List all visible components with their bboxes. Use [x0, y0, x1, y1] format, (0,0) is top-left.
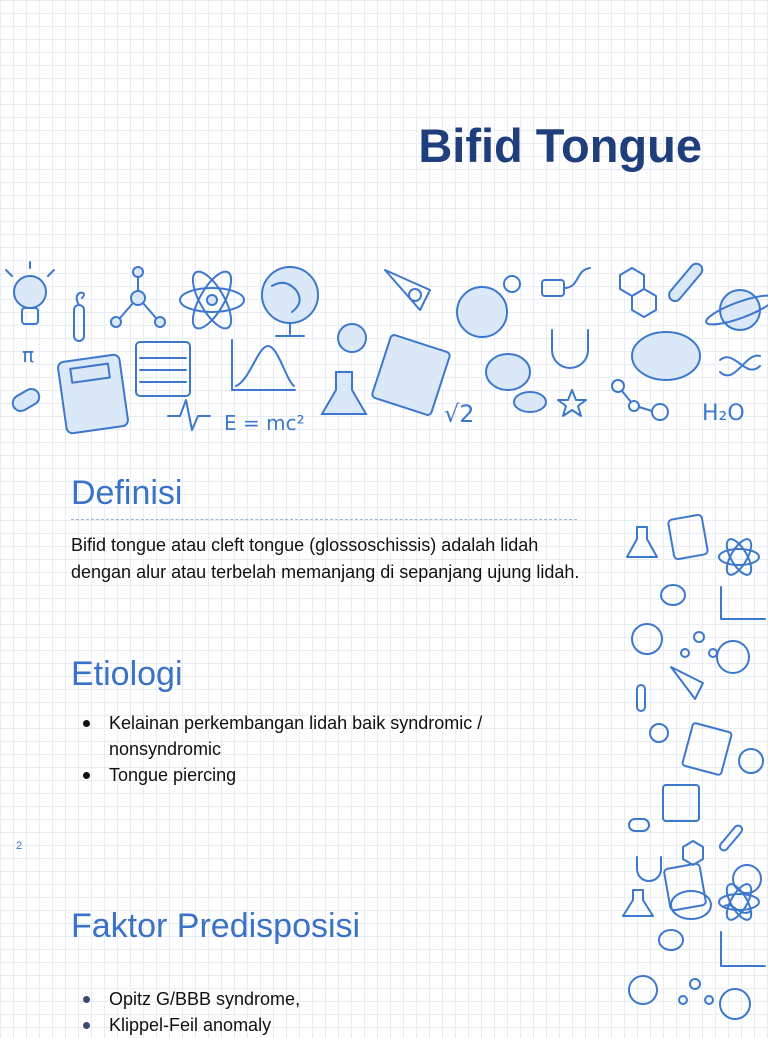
list-item-text: Opitz G/BBB syndrome,: [109, 989, 301, 1009]
rocket-icon: [385, 270, 430, 310]
list-item: [71, 986, 571, 1012]
germ-icon: [486, 354, 546, 412]
calculator-icon: [57, 354, 128, 434]
apple-icon: [338, 324, 366, 352]
test-tube-icon: [74, 293, 84, 341]
faktor-predisposisi-list: [71, 986, 571, 1038]
molecule-icon: [681, 632, 717, 657]
globe-icon: [632, 624, 662, 654]
calculator-icon: [668, 514, 708, 559]
bullet-icon: [83, 772, 90, 779]
list-item: [71, 762, 571, 788]
science-doodle-banner: [0, 250, 768, 440]
definisi-heading: Definisi: [71, 474, 183, 512]
planet-icon: [457, 276, 520, 337]
lightbulb-icon: [739, 749, 763, 773]
germ-icon: [661, 585, 685, 605]
rocket-icon: [671, 667, 703, 699]
globe-icon: [720, 989, 750, 1019]
bullet-icon: [83, 720, 90, 727]
hexagon-molecule-icon: [620, 268, 656, 317]
globe-icon: [717, 641, 749, 673]
planet-icon: [703, 290, 768, 330]
magnet-icon: [552, 330, 588, 368]
bullet-icon: [83, 1022, 90, 1029]
brain-icon: [632, 332, 700, 380]
bullet-icon: [83, 996, 90, 1003]
globe-icon: [629, 976, 657, 1004]
chart-icon: [721, 587, 765, 619]
globe-icon: [262, 267, 318, 336]
chart-icon: [232, 340, 295, 390]
pulse-line: [168, 400, 210, 430]
faktor-predisposisi-heading: Faktor Predisposisi: [71, 907, 361, 945]
chart-icon: [721, 932, 765, 966]
pill-icon: [10, 386, 42, 414]
list-item-text: Klippel-Feil anomaly: [109, 1015, 272, 1035]
list-item: [71, 710, 571, 762]
notebook-icon: [682, 723, 732, 776]
atom-icon: [719, 881, 759, 924]
definisi-text: Bifid tongue atau cleft tongue (glossoschissis) adalah lidah dengan alur atau terbelah memanjang di sepanjang ujung lidah.: [71, 535, 580, 582]
atom-icon: [180, 266, 244, 333]
abacus-icon: [136, 342, 190, 396]
dna-icon: [720, 356, 760, 376]
formula-water: H₂O: [702, 401, 745, 426]
flask-icon: [322, 372, 366, 414]
calculator-icon: [664, 863, 707, 911]
formula-pi: π: [22, 343, 35, 367]
flask-icon: [623, 890, 653, 916]
atom-icon: [719, 536, 759, 579]
flask-icon: [627, 527, 657, 557]
molecule-icon: [679, 979, 713, 1004]
page-number: 2: [16, 840, 23, 852]
list-item-text: Kelainan perkembangan lidah baik syndromic / nonsyndromic: [109, 713, 483, 759]
germ-icon: [659, 930, 683, 950]
apple-icon: [650, 724, 668, 742]
formula-energy: E = mc²: [224, 411, 305, 435]
slide-title: Bifid Tongue: [418, 119, 702, 172]
molecule-icon: [111, 267, 165, 327]
definisi-divider: [71, 519, 577, 520]
etiologi-heading: Etiologi: [71, 655, 183, 693]
list-item: [71, 1012, 571, 1038]
test-tube-icon: [667, 261, 705, 303]
notebook-icon: [371, 334, 450, 416]
plug-icon: [542, 268, 590, 296]
molecule-icon: [612, 380, 668, 420]
list-item-text: Tongue piercing: [109, 765, 237, 785]
test-tube-icon: [718, 824, 743, 852]
test-tube-icon: [637, 685, 645, 711]
lightbulb-icon: [6, 262, 54, 324]
etiologi-list: [71, 710, 571, 788]
pill-icon: [629, 819, 649, 831]
star-icon: [558, 390, 586, 416]
science-doodle-sidebar-lower: [615, 860, 768, 1024]
abacus-icon: [663, 785, 699, 821]
formula-sqrt: √2: [444, 400, 475, 428]
